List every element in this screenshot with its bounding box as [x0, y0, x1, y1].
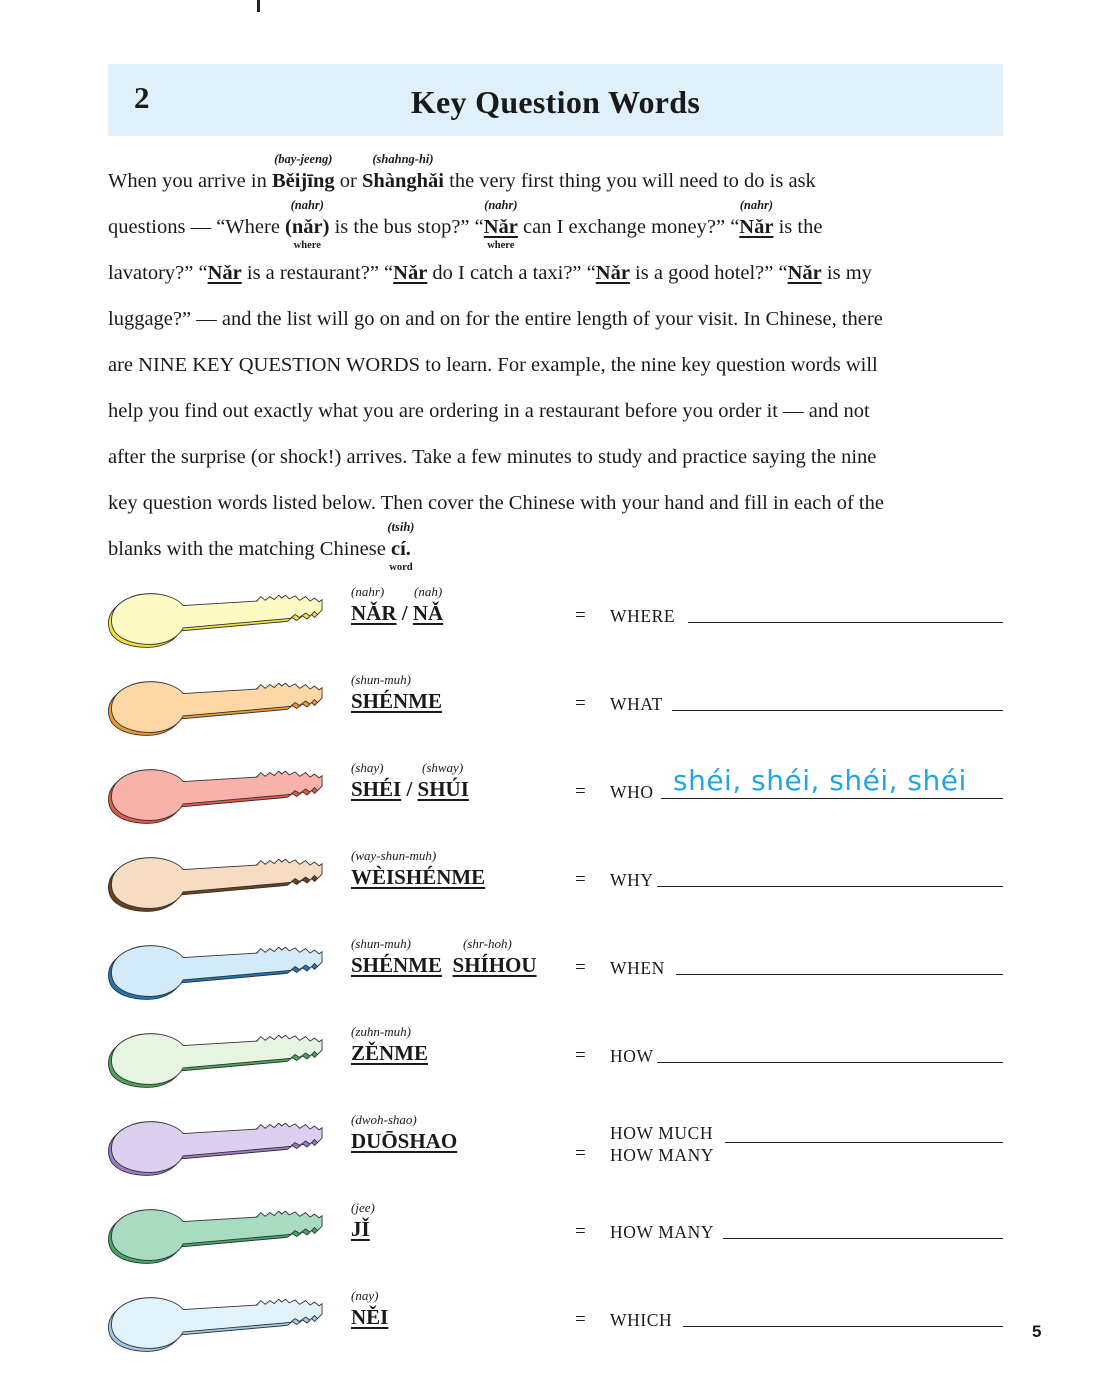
paragraph-line-1	[108, 152, 816, 193]
equals-sign: =	[575, 1045, 586, 1066]
question-word-row	[0, 1108, 1098, 1196]
answer-blank[interactable]	[723, 1238, 1003, 1239]
word-text: Nǎr	[739, 216, 774, 238]
pronunciation-2: (nah)	[414, 584, 443, 599]
gloss: where	[293, 240, 321, 251]
word-text: Běijīng	[271, 170, 335, 192]
page-number: 5	[1032, 1322, 1042, 1341]
question-word-row	[0, 932, 1098, 1020]
word-nar	[285, 198, 330, 251]
text-run: do I catch a taxi?” “	[427, 262, 596, 284]
text-run: or	[334, 170, 362, 192]
pronunciation-1: (shay)	[351, 760, 384, 775]
answer-blank[interactable]	[657, 1062, 1003, 1063]
pronunciation-1: (zuhn-muh)	[351, 1024, 411, 1039]
word-text: (nǎr)	[285, 216, 330, 238]
english-meaning	[610, 1122, 714, 1166]
question-word-row	[0, 580, 1098, 668]
key-illustration-icon	[104, 668, 328, 752]
key-illustration-icon	[104, 1284, 328, 1368]
pronunciation: (nahr)	[739, 198, 774, 212]
pronunciation-1: (jee)	[351, 1200, 375, 1215]
chinese-word	[351, 865, 485, 890]
equals-sign: =	[575, 1221, 586, 1242]
chapter-number: 2	[134, 80, 150, 115]
question-word-row	[0, 1196, 1098, 1284]
word-text: Nǎr	[483, 216, 518, 238]
word-nar: Nǎr	[207, 262, 242, 284]
chinese-word-variant: SHÚI	[417, 777, 469, 801]
answer-blank[interactable]	[683, 1326, 1003, 1327]
pronunciation: (tsih)	[387, 520, 415, 534]
chinese-word	[351, 953, 537, 978]
pronunciation: (shahng-hi)	[372, 152, 434, 166]
key-illustration-icon	[104, 932, 328, 1016]
english-meaning: WHEN	[610, 958, 665, 978]
paragraph-line-3	[108, 262, 872, 285]
english-meaning: WHERE	[610, 606, 676, 626]
text-run: blanks with the matching Chinese	[108, 538, 391, 560]
word-shanghai	[361, 152, 444, 193]
english-meaning: HOW	[610, 1046, 654, 1066]
english-meaning: HOW MANY	[610, 1222, 715, 1242]
pronunciation-2: (shr-hoh)	[463, 936, 512, 951]
chinese-word-primary: DUŌSHAO	[351, 1129, 458, 1153]
question-word-row	[0, 844, 1098, 932]
pronunciation: (nahr)	[290, 198, 324, 212]
chinese-word-primary: SHÉNME	[351, 953, 443, 977]
equals-sign: =	[575, 1143, 586, 1164]
pronunciation: (bay-jeeng)	[274, 152, 333, 166]
paragraph-line-5: are NINE KEY QUESTION WORDS to learn. For example, the nine key question words will	[108, 354, 878, 376]
word-nar: Nǎr	[393, 262, 428, 284]
key-illustration-icon	[104, 756, 328, 840]
page-edge-mark	[257, 0, 260, 12]
paragraph-line-9	[108, 520, 415, 573]
chinese-word-primary: JǏ	[351, 1217, 370, 1241]
key-illustration-icon	[104, 1020, 328, 1104]
text-run: is my	[821, 262, 872, 284]
paragraph-line-2	[108, 198, 823, 251]
english-meaning-line: HOW MANY	[610, 1145, 715, 1165]
word-beijing	[271, 152, 335, 193]
equals-sign: =	[575, 1309, 586, 1330]
text-run: is a good hotel?” “	[629, 262, 788, 284]
word-nar: Nǎr	[595, 262, 630, 284]
chinese-word-primary: ZĚNME	[351, 1041, 429, 1065]
word-text: cí.	[390, 538, 411, 560]
chinese-word	[351, 689, 442, 714]
pronunciation-1: (nahr)	[351, 584, 385, 599]
answer-blank[interactable]	[688, 622, 1003, 623]
word-text: Shànghǎi	[361, 170, 444, 192]
chinese-word	[351, 1129, 457, 1154]
separator: /	[396, 601, 413, 625]
text-run: When you arrive in	[108, 170, 272, 192]
separator	[442, 953, 453, 977]
handwritten-answer: shéi, shéi, shéi, shéi	[673, 764, 967, 797]
question-word-row	[0, 1020, 1098, 1108]
pronunciation-1: (shun-muh)	[351, 672, 411, 687]
paragraph-line-4: luggage?” — and the list will go on and on for the entire length of your visit. In Chinese, there	[108, 308, 883, 330]
chinese-word	[351, 1305, 388, 1330]
paragraph-line-6: help you find out exactly what you are ordering in a restaurant before you order it — and not	[108, 400, 870, 422]
chinese-word-primary: WÈISHÉNME	[351, 865, 486, 889]
gloss: where	[487, 240, 515, 251]
english-meaning: WHO	[610, 782, 654, 802]
paragraph-line-8: key question words listed below. Then cover the Chinese with your hand and fill in each of the	[108, 492, 884, 514]
answer-blank[interactable]	[657, 886, 1003, 887]
pronunciation-1: (shun-muh)	[351, 936, 411, 951]
key-illustration-icon	[104, 1108, 328, 1192]
answer-blank[interactable]	[725, 1142, 1003, 1143]
key-illustration-icon	[104, 580, 328, 664]
text-run: the very first thing you will need to do is ask	[444, 170, 816, 192]
text-run: can I exchange money?” “	[517, 216, 740, 238]
equals-sign: =	[575, 693, 586, 714]
pronunciation-2: (shway)	[422, 760, 464, 775]
paragraph-line-7: after the surprise (or shock!) arrives. Take a few minutes to study and practice saying the nine	[108, 446, 877, 468]
text-run: is the	[773, 216, 823, 238]
key-illustration-icon	[104, 844, 328, 928]
question-word-row	[0, 668, 1098, 756]
text-run: lavatory?” “	[108, 262, 208, 284]
pronunciation-1: (nay)	[351, 1288, 379, 1303]
chinese-word-primary: SHÉNME	[351, 689, 443, 713]
chinese-word	[351, 1217, 370, 1242]
word-ci	[387, 520, 415, 573]
chinese-word-primary: SHÉI	[351, 777, 402, 801]
chinese-word-variant: SHÍHOU	[452, 953, 537, 977]
chinese-word-primary: NǍR	[351, 601, 397, 625]
chinese-word-variant: NǍ	[412, 601, 444, 625]
english-meaning: WHICH	[610, 1310, 673, 1330]
question-word-row	[0, 756, 1098, 844]
answer-blank[interactable]	[661, 798, 1003, 799]
chinese-word	[351, 777, 469, 802]
key-illustration-icon	[104, 1196, 328, 1280]
gloss: word	[389, 562, 413, 573]
chinese-word	[351, 601, 443, 626]
separator: /	[401, 777, 418, 801]
answer-blank[interactable]	[676, 974, 1003, 975]
word-nar	[483, 198, 518, 251]
word-nar	[739, 198, 774, 239]
equals-sign: =	[575, 781, 586, 802]
word-nar: Nǎr	[787, 262, 822, 284]
pronunciation: (nahr)	[484, 198, 518, 212]
equals-sign: =	[575, 605, 586, 626]
equals-sign: =	[575, 869, 586, 890]
pronunciation-1: (dwoh-shao)	[351, 1112, 417, 1127]
english-meaning-line: HOW MUCH	[610, 1123, 714, 1143]
pronunciation-1: (way-shun-muh)	[351, 848, 437, 863]
text-run: is the bus stop?” “	[329, 216, 484, 238]
page-title: Key Question Words	[410, 84, 701, 120]
chinese-word-primary: NĚI	[351, 1305, 389, 1329]
text-run: is a restaurant?” “	[241, 262, 394, 284]
chapter-header	[108, 64, 1003, 136]
chinese-word	[351, 1041, 428, 1066]
answer-blank[interactable]	[672, 710, 1003, 711]
question-word-row	[0, 1284, 1098, 1372]
english-meaning: WHY	[610, 870, 654, 890]
text-run: questions — “Where	[108, 216, 286, 238]
english-meaning: WHAT	[610, 694, 663, 714]
equals-sign: =	[575, 957, 586, 978]
